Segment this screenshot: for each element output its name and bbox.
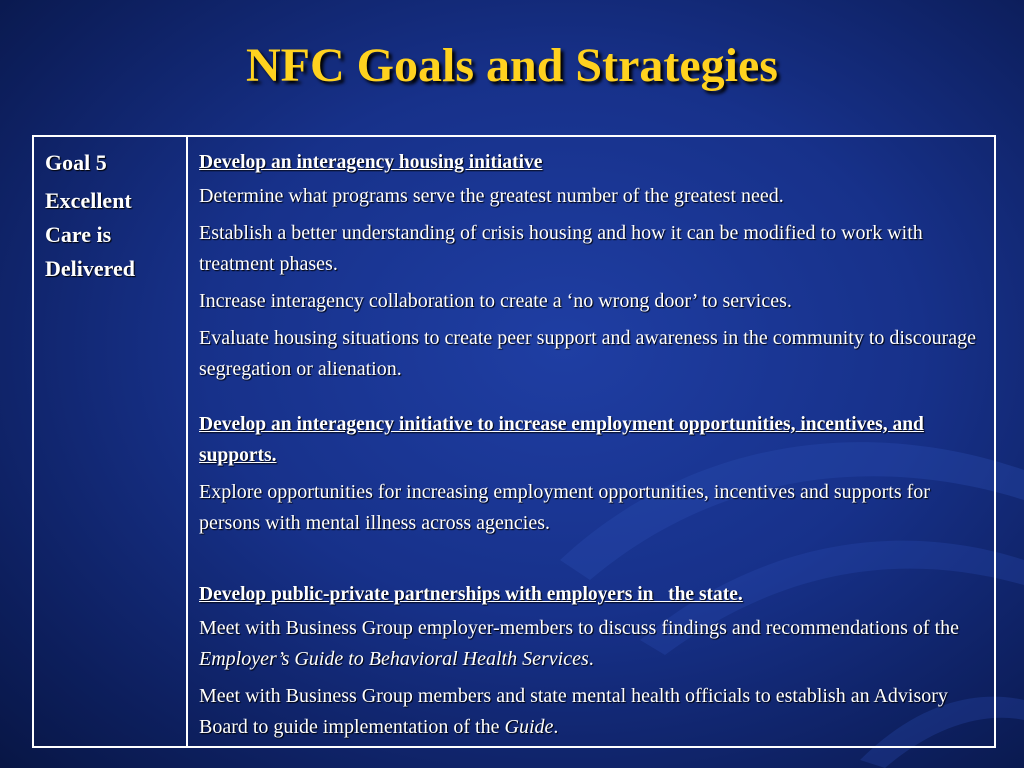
slide-title: NFC Goals and Strategies [246,39,778,92]
publication-title: Employer’s Guide to Behavioral Health Services [199,648,589,670]
strategy-heading: Develop an interagency housing initiative [199,152,543,173]
item-text: Meet with Business Group employer-members to discuss findings and recommendations of the [199,617,960,639]
strategy-item: Establish a better understanding of crisis housing and how it can be modified to work with treatment phases. [199,222,923,275]
item-tail: . [588,648,594,670]
goal-name: Excellent Care is Delivered [45,188,136,281]
strategy-item [199,681,984,743]
strategy-item [199,613,984,675]
strategy-item: Increase interagency collaboration to create a ‘no wrong door’ to services. [199,290,792,312]
strategy-item: Evaluate housing situations to create peer support and awareness in the community to discourage segregation or alienation. [199,327,977,380]
strategies-cell [188,137,994,746]
strategy-heading: Develop an interagency initiative to increase employment opportunities, incentives, and supports. [199,414,924,466]
publication-title: Guide [504,716,554,738]
strategy-heading: Develop public-private partnerships with employers in the state. [199,584,743,605]
strategy-item: Determine what programs serve the greatest number of the greatest need. [199,185,784,207]
goal-number: Goal 5 [45,150,107,175]
item-text: Meet with Business Group members and state mental health officials to establish an Advisory Board to guide implementation of the [199,685,948,738]
item-tail: . [553,716,559,738]
strategy-item: Explore opportunities for increasing employment opportunities, incentives and supports for persons with mental illness across agencies. [199,481,930,534]
goals-table [32,135,996,748]
goal-cell [34,137,188,746]
